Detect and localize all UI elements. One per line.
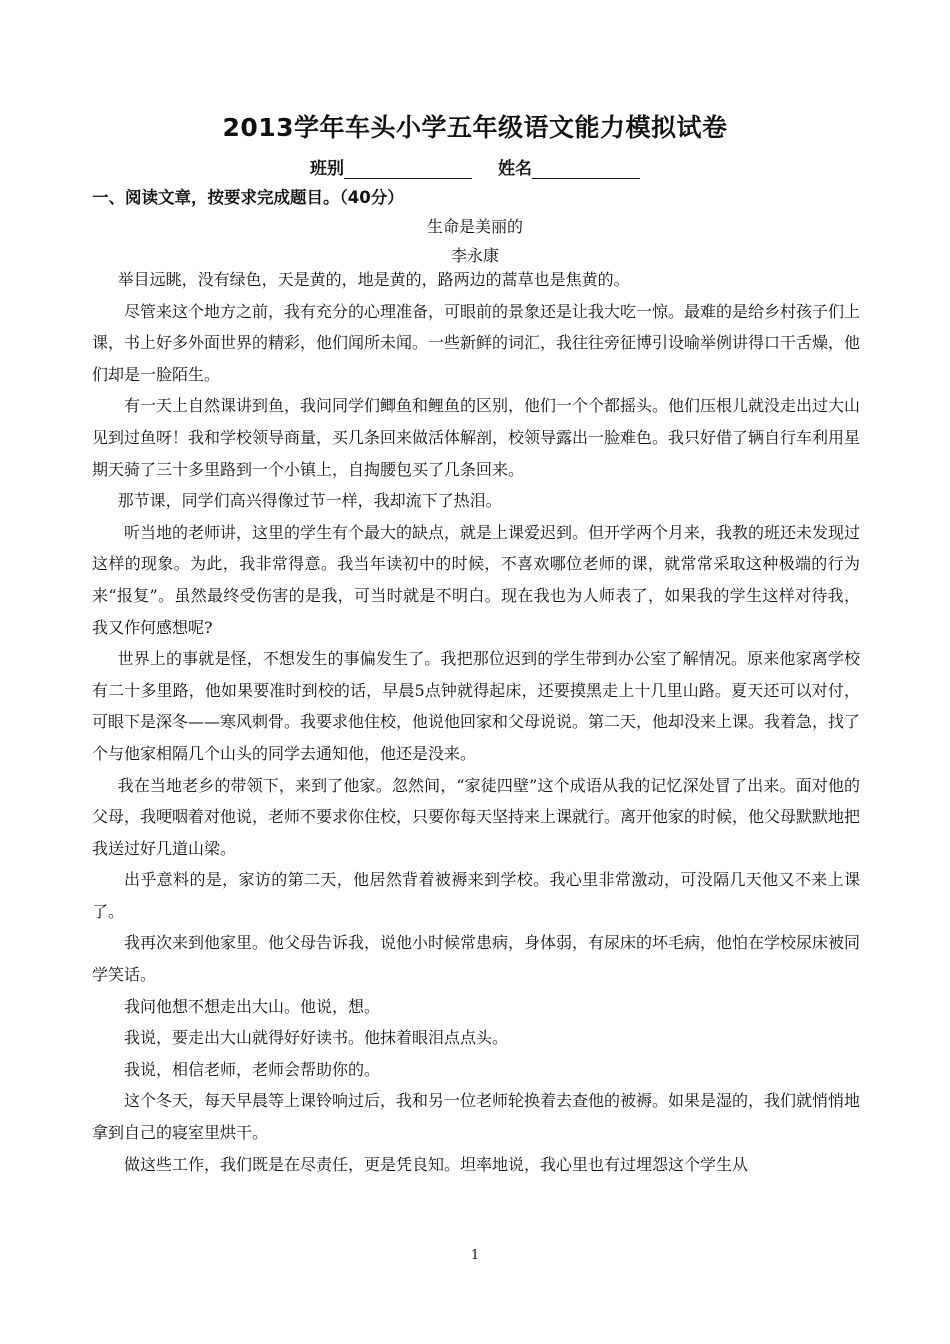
paragraph: 出乎意料的是，家访的第二天，他居然背着被褥来到学校。我心里非常激动，可没隔几天他又不来上课了。 xyxy=(92,870,860,921)
paragraph: 我在当地老乡的带领下，来到了他家。忽然间，“家徒四壁”这个成语从我的记忆深处冒了出来。面对他的父母，我哽咽着对他说，老师不要求你住校，只要你每天坚持来上课就行。离开他家的时候，他父母默默地把我送过好几道山梁。 xyxy=(92,775,861,858)
paragraph: 尽管来这个地方之前，我有充分的心理准备，可眼前的景象还是让我大吃一惊。最难的是给乡村孩子们上课，书上好多外面世界的精彩，他们闻所未闻。一些新鲜的词汇，我往往旁征博引设喻举例讲得口干舌燥，他们却是一脸陌生。 xyxy=(92,301,861,384)
page-number: 1 xyxy=(470,1248,480,1263)
paragraph: 我问他想不想走出大山。他说，想。 xyxy=(124,996,381,1016)
paragraph: 有一天上自然课讲到鱼，我问同学们鲫鱼和鲤鱼的区别，他们一个个都摇头。他们压根儿就没走出过大山见到过鱼呀！我和学校领导商量，买几条回来做活体解剖，校领导露出一脸难色。我只好借了辆自行车利用星期天骑了三十多里路到一个小镇上，自掏腰包买了几条回来。 xyxy=(92,396,861,479)
exam-title: 2013学年车头小学五年级语文能力模拟试卷 xyxy=(222,113,728,142)
article-body xyxy=(92,264,860,1180)
paragraph: 听当地的老师讲，这里的学生有个最大的缺点，就是上课爱迟到。但开学两个月来，我教的班还未发现过这样的现象。为此，我非常得意。我当年读初中的时候，不喜欢哪位老师的课，就常常采取这种极端的行为来“报复”。虽然最终受伤害的是我，可当时就是不明白。现在我也为人师表了，如果我的学生这样对待我，我又作何感想呢? xyxy=(92,522,861,637)
paragraph: 举目远眺，没有绿色，天是黄的，地是黄的，路两边的蒿草也是焦黄的。 xyxy=(117,270,630,289)
class-blank[interactable] xyxy=(344,160,472,179)
name-blank[interactable] xyxy=(532,160,640,179)
paragraph: 我说，要走出大山就得好好读书。他抹着眼泪点点头。 xyxy=(124,1028,509,1048)
paragraph: 这个冬天，每天早晨等上课铃响过后，我和另一位老师轮换着去查他的被褥。如果是湿的，我们就悄悄地拿到自己的寝室里烘干。 xyxy=(92,1091,861,1143)
student-info-row xyxy=(0,154,950,179)
paragraph: 那节课，同学们高兴得像过节一样，我却流下了热泪。 xyxy=(117,491,502,511)
article-author: 李永康 xyxy=(450,246,499,265)
class-label: 班别 xyxy=(310,159,345,179)
paragraph: 世界上的事就是怪，不想发生的事偏发生了。我把那位迟到的学生带到办公室了解情况。原来他家离学校有二十多里路，他如果要准时到校的话，早晨5点钟就得起床，还要摸黑走上十几里山路。夏天还可以对付，可眼下是深冬——寒风刺骨。我要求他住校，他说他回家和父母说说。第二天，他却没来上课。我着急，找了个与他家相隔几个山头的同学去通知他，他还是没来。 xyxy=(92,649,861,763)
section-heading: 一、阅读文章，按要求完成题目。（40分） xyxy=(92,188,404,207)
name-label: 姓名 xyxy=(497,159,532,179)
article-title: 生命是美丽的 xyxy=(426,217,523,236)
paragraph: 我再次来到他家里。他父母告诉我，说他小时候常患病，身体弱，有尿床的坏毛病，他怕在学校尿床被同学笑话。 xyxy=(92,933,861,985)
paragraph: 我说，相信老师，老师会帮助你的。 xyxy=(124,1059,381,1079)
paragraph: 做这些工作，我们既是在尽责任，更是凭良知。坦率地说，我心里也有过埋怨这个学生从 xyxy=(124,1154,749,1174)
